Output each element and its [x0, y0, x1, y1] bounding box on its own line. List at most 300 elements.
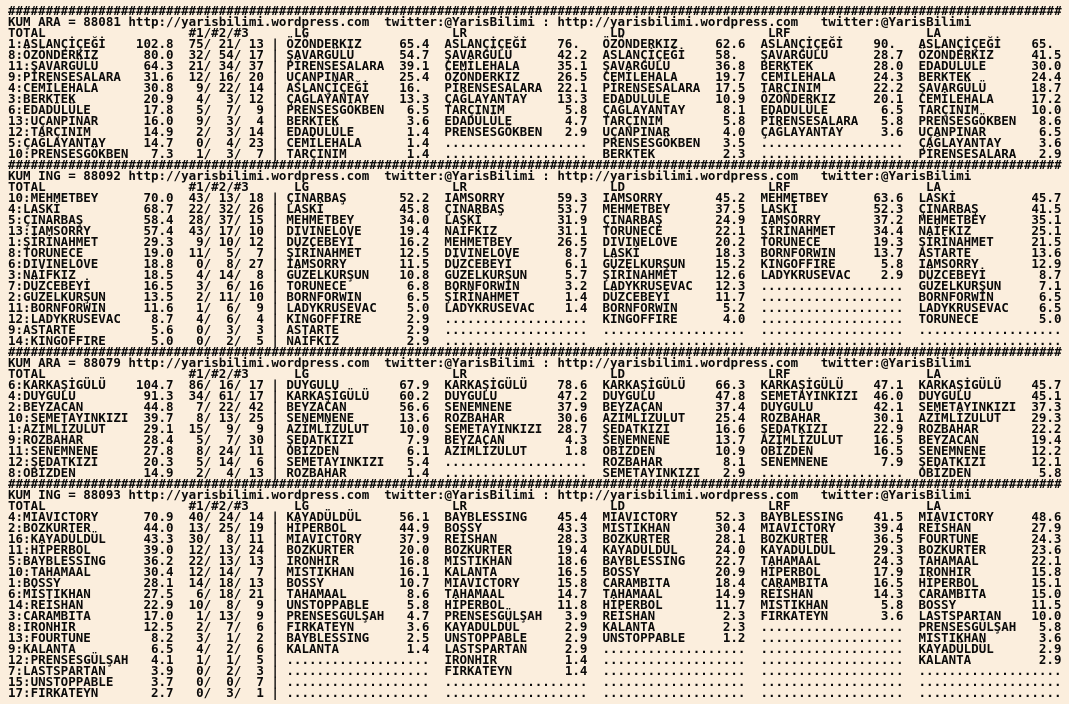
- ld-horse: AZİMLİZULUT: [602, 410, 686, 425]
- placings-value: 9/ 10/ 12: [188, 234, 264, 249]
- lr-horse: PRENSESGÜLŞAH: [444, 608, 543, 623]
- ld-value: 13.7: [715, 432, 746, 447]
- rank-horse: 10:PRENSESGÖKBEN: [8, 146, 129, 161]
- lg-value: 13.3: [399, 91, 430, 106]
- la-horse: DUYGULU: [918, 388, 972, 403]
- lr-value: 2.9: [564, 124, 588, 139]
- total-value: 17.8: [143, 102, 174, 117]
- lrf-value: 52.3: [873, 201, 904, 216]
- la-value: 7.1: [1038, 278, 1062, 293]
- placings-value: 12/ 13/ 24: [188, 542, 264, 557]
- lr-horse: GÜZELKURŞUN: [444, 267, 528, 282]
- total-value: 58.4: [143, 212, 174, 227]
- la-horse: MEHMETBEY: [918, 212, 987, 227]
- ld-value: 3.5: [722, 135, 746, 150]
- column-bar: |: [271, 201, 279, 216]
- lg-horse: LADYKRUSEVAC: [286, 300, 377, 315]
- ld-value: 22.7: [715, 553, 746, 568]
- la-value: 45.7: [1031, 377, 1062, 392]
- ld-empty: ...................: [602, 674, 746, 689]
- la-horse: GÜZELKURŞUN: [918, 278, 1002, 293]
- lr-horse: PRENSESGÖKBEN: [444, 124, 543, 139]
- lr-value: 11.8: [557, 597, 588, 612]
- ld-value: 37.5: [715, 201, 746, 216]
- lg-value: 11.5: [399, 256, 430, 271]
- lr-horse: SEMETAYINKIZI: [444, 421, 543, 436]
- la-value: 15.0: [1031, 586, 1062, 601]
- lrf-empty: ...................: [760, 135, 904, 150]
- col-total-label: TOTAL: [8, 498, 46, 513]
- la-value: 41.5: [1031, 201, 1062, 216]
- total-value: 44.8: [143, 399, 174, 414]
- la-horse: LASTSPARTAN: [918, 608, 1002, 623]
- lg-value: 10.8: [399, 267, 430, 282]
- lrf-horse: FIRKATEYN: [760, 608, 829, 623]
- ld-horse: MIAVICTORY: [602, 509, 678, 524]
- la-horse: ÇAĞLAYANTAY: [918, 135, 1002, 150]
- la-value: 12.9: [1031, 256, 1062, 271]
- lr-value: 4.3: [564, 432, 588, 447]
- lrf-horse: BAYBLESSING: [760, 509, 844, 524]
- rank-horse: 17:FIRKATEYN: [8, 685, 99, 700]
- column-bar: |: [271, 223, 279, 238]
- lrf-value: 16.5: [873, 432, 904, 447]
- placings-value: 0/ 4/ 23: [188, 135, 264, 150]
- ld-horse: BAYBLESSING: [602, 553, 686, 568]
- lg-horse: ASTARTE: [286, 322, 340, 337]
- placings-value: 4/ 3/ 12: [188, 91, 264, 106]
- lrf-value: 46.0: [873, 388, 904, 403]
- lr-value: 59.3: [557, 190, 588, 205]
- col-p123-label: #1/#2/#3: [188, 366, 249, 381]
- lr-value: 26.5: [557, 69, 588, 84]
- lg-horse: OBİZDEN: [286, 443, 340, 458]
- lr-empty: ...................: [444, 674, 588, 689]
- placings-value: 9/ 3/ 4: [188, 113, 264, 128]
- ld-horse: BOZKURTER: [602, 531, 671, 546]
- separator-hashes: ############################################################################################################################################: [8, 476, 1062, 491]
- ld-value: 45.2: [715, 190, 746, 205]
- ld-value: 10.9: [715, 91, 746, 106]
- la-value: 17.2: [1031, 91, 1062, 106]
- col-pair-label-ld: LD: [609, 366, 626, 381]
- col-p123-label: #1/#2/#3: [188, 498, 249, 513]
- ld-horse: CEMİLEHALA: [602, 69, 678, 84]
- lrf-horse: ŞAVARGÜLÜ: [760, 47, 829, 62]
- la-horse: LASKİ: [918, 190, 957, 205]
- lr-horse: KAYADÜLDÜL: [444, 619, 520, 634]
- lg-value: 10.0: [399, 421, 430, 436]
- rank-horse: 7:LASTSPARTAN: [8, 663, 106, 678]
- lrf-empty: ...................: [760, 663, 904, 678]
- la-value: 37.3: [1031, 399, 1062, 414]
- la-value: 21.5: [1031, 234, 1062, 249]
- lrf-horse: KINGOFFIRE: [760, 256, 836, 271]
- total-value: 68.7: [143, 201, 174, 216]
- total-value: 16.5: [143, 278, 174, 293]
- ld-horse: GÜZELKURŞUN: [602, 256, 686, 271]
- twitter-handle: twitter:@YarisBilimi: [820, 487, 972, 502]
- total-value: 91.3: [143, 388, 174, 403]
- lrf-value: 30.1: [873, 410, 904, 425]
- lr-empty: ...................: [444, 135, 588, 150]
- lg-horse: PRENSESGÖKBEN: [286, 102, 385, 117]
- column-bar: |: [271, 135, 279, 150]
- table-row: [8, 687, 1069, 698]
- lg-value: 52.2: [399, 190, 430, 205]
- rank-horse: 6:EDADÜLÜLE: [8, 102, 91, 117]
- la-value: 3.6: [1038, 135, 1062, 150]
- col-pair-label-lg: LG: [293, 179, 309, 194]
- rank-horse: 12:TARÇINIM: [8, 124, 91, 139]
- ld-empty: ...................: [602, 685, 746, 700]
- column-bar: |: [271, 388, 279, 403]
- lr-value: 47.2: [557, 388, 588, 403]
- lg-value: 16.8: [399, 553, 430, 568]
- lg-value: 5.4: [406, 454, 430, 469]
- la-value: 12.2: [1031, 443, 1062, 458]
- lrf-value: 41.5: [873, 509, 904, 524]
- total-value: 22.9: [143, 597, 174, 612]
- la-value: 65.: [1031, 36, 1062, 51]
- la-horse: LADYKRUSEVAC: [918, 300, 1009, 315]
- ld-value: 11.7: [715, 289, 746, 304]
- lg-horse: TAHAMAAL: [286, 586, 347, 601]
- col-pair-label-ld: LD: [609, 25, 626, 40]
- lr-horse: MISTIKHAN: [444, 553, 513, 568]
- wordpress-url: http://yarisbilimi.wordpress.com: [128, 14, 370, 29]
- column-bar: |: [271, 113, 279, 128]
- la-horse: DÜZCEBEYİ: [918, 267, 987, 282]
- ld-value: 2.3: [722, 146, 746, 161]
- ld-horse: TARÇINIM: [602, 113, 663, 128]
- la-horse: CEMİLEHALA: [918, 91, 994, 106]
- lr-horse: ŞİRİNAHMET: [444, 289, 520, 304]
- la-value: 25.1: [1031, 223, 1062, 238]
- lrf-horse: TARÇINIM: [760, 80, 821, 95]
- ld-value: 4.0: [722, 124, 746, 139]
- lrf-empty: ...................: [760, 641, 904, 656]
- lrf-horse: ŞİRİNAHMET: [760, 223, 836, 238]
- la-horse: ÇINARBAŞ: [918, 201, 979, 216]
- col-pair-label-lg: LG: [293, 498, 309, 513]
- total-value: 44.0: [143, 520, 174, 535]
- placings-value: 11/ 5/ 7: [188, 245, 264, 260]
- la-horse: PRENSESGÖKBEN: [918, 113, 1017, 128]
- lrf-value: 42.1: [873, 399, 904, 414]
- lr-horse: LASTSPARTAN: [444, 641, 528, 656]
- lrf-horse: TORUNECE: [760, 234, 821, 249]
- lg-value: 6.1: [406, 443, 430, 458]
- ld-horse: KALANTA: [602, 619, 656, 634]
- lr-value: 19.4: [557, 542, 588, 557]
- la-horse: PRENSESGÜLŞAH: [918, 619, 1017, 634]
- column-bar: |: [271, 47, 279, 62]
- lr-horse: FIRKATEYN: [444, 663, 513, 678]
- la-horse: KALANTA: [918, 652, 972, 667]
- lr-horse: MIAVICTORY: [444, 575, 520, 590]
- column-bar: |: [271, 322, 279, 337]
- lg-horse: DIVINELOVE: [286, 223, 362, 238]
- rank-horse: 9:ASTARTE: [8, 322, 76, 337]
- col-pair-label-lrf: LRF: [767, 25, 791, 40]
- lg-horse: IAMSORRY: [286, 256, 347, 271]
- ld-value: 66.3: [715, 377, 746, 392]
- lr-value: 14.7: [557, 586, 588, 601]
- col-pair-label-la: LA: [926, 366, 942, 381]
- lr-value: 4.7: [564, 113, 588, 128]
- lrf-empty: ...................: [760, 300, 904, 315]
- rank-horse: 16:KAYADÜLDÜL: [8, 531, 106, 546]
- total-value: 6.5: [150, 641, 174, 656]
- rank-horse: 5:BAYBLESSING: [8, 553, 106, 568]
- section-header: [8, 357, 1069, 368]
- lg-horse: EDADÜLÜLE: [286, 124, 355, 139]
- column-bar: |: [271, 465, 279, 480]
- rank-horse: 4:LASKİ: [8, 201, 61, 216]
- lr-horse: HİPERBOL: [444, 597, 505, 612]
- la-value: 18.7: [1031, 80, 1062, 95]
- lg-horse: ŞAVARGÜLÜ: [286, 47, 355, 62]
- ld-value: 20.2: [715, 234, 746, 249]
- lg-empty: ...................: [286, 685, 430, 700]
- lr-value: 31.1: [557, 223, 588, 238]
- lrf-value: 17.9: [873, 564, 904, 579]
- placings-value: 1/ 1/ 5: [188, 652, 264, 667]
- ld-value: 15.2: [715, 256, 746, 271]
- col-pair-label-lg: LG: [293, 25, 309, 40]
- col-total-label: TOTAL: [8, 25, 46, 40]
- column-bar: |: [271, 421, 279, 436]
- lg-horse: SENEMNENE: [286, 410, 355, 425]
- ld-value: 18.4: [715, 575, 746, 590]
- lg-horse: ÇINARBAŞ: [286, 190, 347, 205]
- lg-value: 1.4: [406, 641, 430, 656]
- lr-value: 5.7: [564, 267, 588, 282]
- section-title: KUM ING = 88092: [8, 168, 121, 183]
- lrf-value: 29.3: [873, 542, 904, 557]
- lrf-value: 39.4: [873, 520, 904, 535]
- lg-horse: BORNFORWIN: [286, 289, 362, 304]
- rank-horse: 2:BEYZACAN: [8, 399, 84, 414]
- placings-value: 86/ 16/ 17: [188, 377, 264, 392]
- lg-value: 56.6: [399, 399, 430, 414]
- ld-horse: MEHMETBEY: [602, 201, 671, 216]
- lg-value: 37.9: [399, 531, 430, 546]
- lr-value: 1.4: [564, 300, 588, 315]
- ld-horse: ŞEDATKIZI: [602, 421, 671, 436]
- lrf-horse: ÖZÖNDERKIZ: [760, 91, 836, 106]
- ld-value: 14.9: [715, 586, 746, 601]
- lg-horse: FIRKATEYN: [286, 619, 355, 634]
- lrf-horse: TAHAMAAL: [760, 553, 821, 568]
- lg-value: 6.8: [406, 278, 430, 293]
- placings-value: 12/ 16/ 20: [188, 69, 264, 84]
- lr-value: 13.3: [557, 91, 588, 106]
- placings-value: 22/ 13/ 13: [188, 553, 264, 568]
- twitter-and-url: twitter:@YarisBilimi : http://yarisbilimi.wordpress.com: [384, 487, 799, 502]
- ld-value: 12.6: [715, 267, 746, 282]
- rank-horse: 11:SENEMNENE: [8, 443, 99, 458]
- lr-value: 42.2: [557, 47, 588, 62]
- rank-horse: 9:PİRENSESALARA: [8, 69, 121, 84]
- ld-horse: SEMETAYINKIZI: [602, 465, 701, 480]
- lg-value: 19.4: [399, 223, 430, 238]
- placings-value: 30/ 8/ 11: [188, 531, 264, 546]
- column-bar: |: [271, 685, 279, 700]
- lr-empty: ...................: [444, 322, 588, 337]
- ld-value: 19.7: [715, 69, 746, 84]
- column-bar: |: [271, 597, 279, 612]
- lg-horse: UNSTOPPABLE: [286, 597, 370, 612]
- rank-horse: 9:KALANTA: [8, 641, 76, 656]
- lrf-value: 28.0: [873, 58, 904, 73]
- la-horse: IAMSORRY: [918, 256, 979, 271]
- la-horse: REİSHAN: [918, 520, 972, 535]
- ld-value: 8.1: [722, 454, 746, 469]
- ld-value: 36.8: [715, 58, 746, 73]
- la-horse: ŞAVARGÜLÜ: [918, 80, 987, 95]
- wordpress-url: http://yarisbilimi.wordpress.com: [128, 487, 370, 502]
- lg-value: 8.6: [406, 586, 430, 601]
- rank-horse: 7:DÜZCEBEYİ: [8, 278, 91, 293]
- column-bar: |: [271, 69, 279, 84]
- lrf-empty: ...................: [760, 674, 904, 689]
- separator-hashes: ############################################################################################################################################: [8, 157, 1062, 172]
- ld-value: 11.7: [715, 597, 746, 612]
- rank-horse: 3:NAİFKIZ: [8, 267, 76, 282]
- total-value: 20.9: [143, 91, 174, 106]
- section-header: [8, 489, 1069, 500]
- placings-value: 4/ 14/ 8: [188, 267, 264, 282]
- lrf-horse: CARAMBITA: [760, 575, 829, 590]
- lg-value: 39.1: [399, 58, 430, 73]
- lrf-value: 7.9: [880, 454, 904, 469]
- rank-horse: 5:ÇAĞLAYANTAY: [8, 135, 106, 150]
- la-horse: TARÇINIM: [918, 102, 979, 117]
- rank-horse: 4:CEMİLEHALA: [8, 80, 99, 95]
- la-value: 23.6: [1031, 542, 1062, 557]
- placings-value: 75/ 21/ 13: [188, 36, 264, 51]
- lg-horse: BAYBLESSING: [286, 630, 370, 645]
- column-bar: |: [271, 58, 279, 73]
- lr-horse: ROZBAHAR: [444, 410, 505, 425]
- column-bar: |: [271, 663, 279, 678]
- total-value: 27.5: [143, 586, 174, 601]
- placings-value: 12/ 14/ 7: [188, 564, 264, 579]
- lrf-value: 37.2: [873, 212, 904, 227]
- lr-horse: BOZKURTER: [444, 542, 513, 557]
- col-pair-label-ld: LD: [609, 498, 626, 513]
- lrf-value: 63.6: [873, 190, 904, 205]
- la-horse: CARAMBITA: [918, 586, 987, 601]
- lg-horse: KARKAŞİGÜLÜ: [286, 388, 370, 403]
- column-bar: |: [271, 520, 279, 535]
- total-value: 36.2: [143, 553, 174, 568]
- lg-horse: ÖZÖNDERKIZ: [286, 36, 362, 51]
- lr-horse: ÖZÖNDERKIZ: [444, 69, 520, 84]
- wordpress-url: http://yarisbilimi.wordpress.com: [128, 355, 370, 370]
- ld-value: 30.4: [715, 520, 746, 535]
- la-horse: TAHAMAAL: [918, 553, 979, 568]
- placings-value: 5/ 7/ 30: [188, 432, 264, 447]
- lrf-empty: ...................: [760, 322, 904, 337]
- section-header: [8, 170, 1069, 181]
- la-horse: ŞEDATKIZI: [918, 454, 987, 469]
- lrf-horse: HİPERBOL: [760, 564, 821, 579]
- lg-horse: TARÇINIM: [286, 146, 347, 161]
- total-value: 3.7: [150, 674, 174, 689]
- placings-value: 13/ 25/ 19: [188, 520, 264, 535]
- rank-horse: 1:AZİMLİZULUT: [8, 421, 106, 436]
- lr-value: 31.9: [557, 212, 588, 227]
- lg-horse: TORUNECE: [286, 278, 347, 293]
- lg-horse: CEMİLEHALA: [286, 135, 362, 150]
- la-horse: BEYZACAN: [918, 432, 979, 447]
- lrf-value: 3.6: [880, 608, 904, 623]
- lrf-value: 20.1: [873, 91, 904, 106]
- lrf-value: 5.8: [880, 597, 904, 612]
- column-bar: |: [271, 278, 279, 293]
- lg-value: 6.5: [406, 289, 430, 304]
- ld-value: 58.: [715, 47, 746, 62]
- ld-value: 24.9: [715, 212, 746, 227]
- la-value: 5.0: [1038, 311, 1062, 326]
- rank-horse: 12:PRENSESGÜLŞAH: [8, 652, 129, 667]
- total-value: 14.9: [143, 124, 174, 139]
- lg-horse: ASLANÇİÇEĞİ: [286, 80, 370, 95]
- la-empty: ...................: [918, 322, 1062, 337]
- lr-value: 22.1: [557, 80, 588, 95]
- lg-value: 54.7: [399, 47, 430, 62]
- column-bar: |: [271, 575, 279, 590]
- column-bar: |: [271, 256, 279, 271]
- lrf-horse: DUYGULU: [760, 399, 814, 414]
- column-bar: |: [271, 311, 279, 326]
- placings-value: 1/ 13/ 9: [188, 608, 264, 623]
- total-value: 31.6: [143, 69, 174, 84]
- la-horse: MISTIKHAN: [918, 630, 987, 645]
- la-horse: MIAVICTORY: [918, 509, 994, 524]
- lr-value: 2.9: [564, 630, 588, 645]
- placings-value: 9/ 22/ 14: [188, 80, 264, 95]
- placings-value: 0/ 3/ 1: [188, 685, 264, 700]
- lr-horse: DIVINELOVE: [444, 245, 520, 260]
- lr-horse: LADYKRUSEVAC: [444, 300, 535, 315]
- lr-value: 26.5: [557, 234, 588, 249]
- rank-horse: 6:DIVINELOVE: [8, 256, 99, 271]
- lrf-horse: ROZBAHAR: [760, 410, 821, 425]
- lg-value: 2.5: [406, 630, 430, 645]
- ld-horse: BOSSY: [602, 564, 641, 579]
- rank-horse: 1:ASLANÇİÇEĞİ: [8, 36, 106, 51]
- ld-horse: TAHAMAAL: [602, 586, 663, 601]
- rank-horse: 3:BERKTEK: [8, 91, 76, 106]
- lrf-empty: ...................: [760, 289, 904, 304]
- col-pair-label-lr: LR: [451, 366, 468, 381]
- lg-horse: AZİMLİZULUT: [286, 421, 370, 436]
- rank-horse: 13:FOURTUNE: [8, 630, 91, 645]
- lg-value: 67.9: [399, 377, 430, 392]
- placings-value: 4/ 6/ 4: [188, 311, 264, 326]
- total-value: 18.8: [143, 256, 174, 271]
- lg-horse: KALANTA: [286, 641, 340, 656]
- ld-horse: REİSHAN: [602, 608, 656, 623]
- ld-empty: ...................: [602, 652, 746, 667]
- ld-value: 5.8: [722, 113, 746, 128]
- lrf-horse: IAMSORRY: [760, 212, 821, 227]
- ld-horse: HİPERBOL: [602, 597, 663, 612]
